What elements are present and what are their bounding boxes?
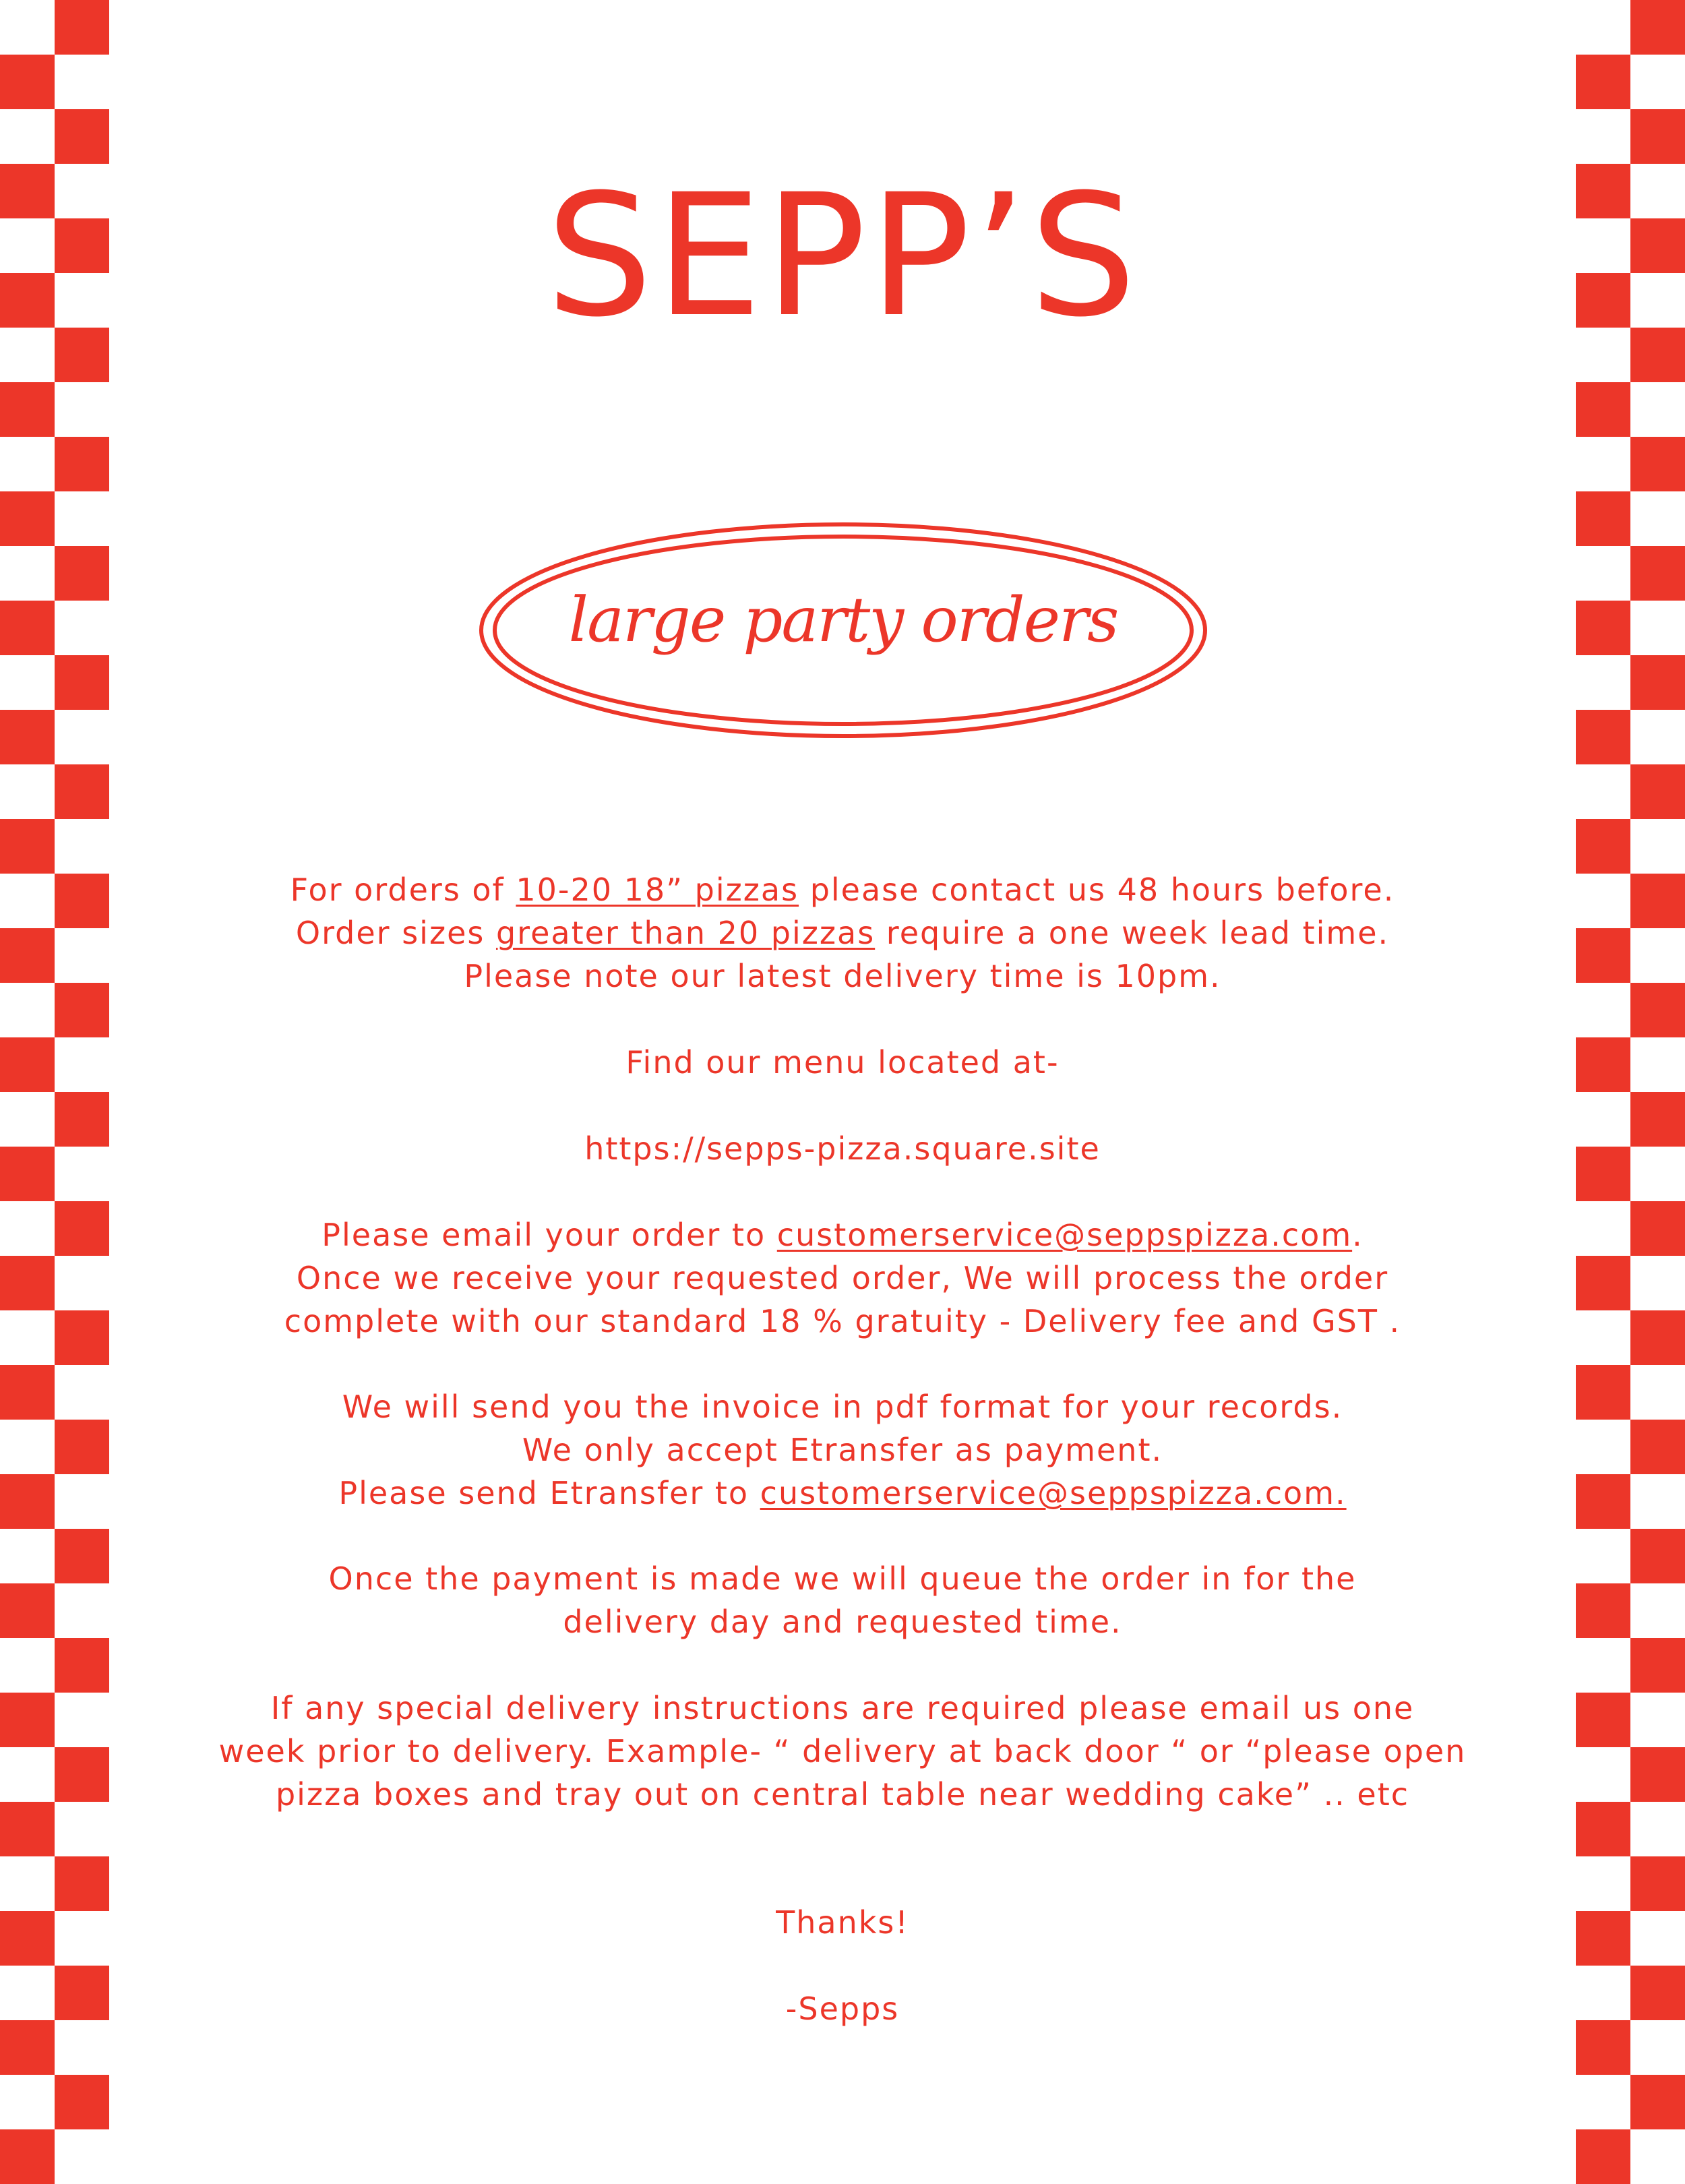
checker-square [0, 1693, 55, 1747]
checker-square [1576, 1365, 1630, 1420]
payment-line-1: We will send you the invoice in pdf format for your records. [342, 1389, 1343, 1425]
checker-square [1630, 874, 1685, 928]
instructions-line-2: week prior to delivery. Example- “ delivery at back door “ or “please open [218, 1733, 1467, 1769]
menu-intro: Find our menu located at- [625, 1044, 1060, 1081]
checker-square [0, 491, 55, 546]
checker-square [55, 2075, 109, 2129]
checker-square [1576, 1147, 1630, 1201]
checker-square [55, 764, 109, 819]
checker-square [1630, 983, 1685, 1037]
checker-square [0, 819, 55, 874]
text: Please send Etransfer to [338, 1475, 760, 1511]
ordering-section [109, 1213, 1576, 1343]
ordering-line-1 [109, 1213, 1576, 1256]
checker-square [0, 1911, 55, 1966]
text: Please email your order to [321, 1217, 777, 1253]
text: require a one week lead time. [875, 915, 1390, 951]
checker-square [55, 983, 109, 1037]
delivery-time-note: Please note our latest delivery time is 10pm. [464, 958, 1221, 994]
checker-square [1630, 1201, 1685, 1256]
checker-square [0, 928, 55, 983]
instructions-line-3: pizza boxes and tray out on central table near wedding cake” .. etc [275, 1776, 1410, 1813]
checker-square [0, 1365, 55, 1420]
checker-square [55, 437, 109, 491]
checker-square [1630, 0, 1685, 55]
checker-square [55, 1201, 109, 1256]
closing-signature: -Sepps [785, 1991, 900, 2027]
checker-square [0, 601, 55, 655]
brand-title: SEPP’S [545, 158, 1140, 354]
closing-thanks: Thanks! [776, 1904, 909, 1941]
closing-signature-block [109, 1987, 1576, 2030]
checker-square [1630, 1529, 1685, 1583]
checker-square [55, 1310, 109, 1365]
checker-square [0, 2020, 55, 2075]
pizza-range-emphasis: 10-20 18” pizzas [516, 872, 799, 908]
checker-square [55, 655, 109, 710]
checker-square [1630, 437, 1685, 491]
checker-square [1630, 1966, 1685, 2020]
instructions-section [109, 1687, 1576, 1816]
checker-square [0, 1037, 55, 1092]
ordering-line-3: complete with our standard 18 % gratuity - Delivery fee and GST . [284, 1303, 1401, 1339]
checker-square [1576, 1583, 1630, 1638]
checker-square [0, 382, 55, 437]
checker-square [1576, 1037, 1630, 1092]
checker-square [0, 1802, 55, 1856]
lead-time-line-2 [109, 911, 1576, 954]
checker-square [55, 1638, 109, 1693]
checker-square [1576, 819, 1630, 874]
checker-square [0, 1147, 55, 1201]
checker-square [1576, 1474, 1630, 1529]
checker-square [1630, 1420, 1685, 1474]
checker-square [55, 1420, 109, 1474]
payment-section [109, 1385, 1576, 1515]
lead-time-line-1 [109, 868, 1576, 911]
checker-square [55, 1747, 109, 1802]
checker-square [55, 546, 109, 601]
checker-square [1576, 601, 1630, 655]
menu-section [109, 1041, 1576, 1084]
ordering-line-2: Once we receive your requested order, We will process the order [296, 1260, 1389, 1296]
checker-square [1630, 1638, 1685, 1693]
checker-square [55, 1856, 109, 1911]
checker-square [1576, 1693, 1630, 1747]
checker-square [55, 874, 109, 928]
text: For orders of [290, 872, 516, 908]
text: Order sizes [295, 915, 496, 951]
checker-square [1576, 2020, 1630, 2075]
checker-square [55, 1092, 109, 1147]
badge-title: large party orders [568, 584, 1118, 656]
checker-square [1576, 928, 1630, 983]
checker-square [1630, 1856, 1685, 1911]
text: . [1352, 1217, 1364, 1253]
large-order-emphasis: greater than 20 pizzas [495, 915, 876, 951]
checker-square [1630, 546, 1685, 601]
checker-square [1630, 1310, 1685, 1365]
checker-square [0, 1256, 55, 1310]
checker-square [1576, 1256, 1630, 1310]
etransfer-email-link[interactable]: customerservice@seppspizza.com. [760, 1475, 1347, 1511]
checker-square [1576, 1911, 1630, 1966]
checker-square [0, 1474, 55, 1529]
checker-square [1630, 764, 1685, 819]
queue-line-1: Once the payment is made we will queue the order in for the [328, 1560, 1357, 1597]
queue-line-2: delivery day and requested time. [563, 1604, 1122, 1640]
menu-url-block [109, 1127, 1576, 1170]
closing-thanks-block [109, 1901, 1576, 1944]
checker-square [1576, 491, 1630, 546]
checker-square [1576, 710, 1630, 764]
checker-square [1576, 2129, 1630, 2184]
checker-square [1630, 1747, 1685, 1802]
checker-square [1630, 655, 1685, 710]
text: please contact us 48 hours before. [799, 872, 1395, 908]
checker-square [0, 1583, 55, 1638]
lead-time-section [109, 868, 1576, 998]
menu-url-link[interactable]: https://sepps-pizza.square.site [584, 1130, 1101, 1167]
checker-square [1576, 1802, 1630, 1856]
checker-square [55, 1966, 109, 2020]
payment-line-2: We only accept Etransfer as payment. [522, 1432, 1163, 1468]
checker-square [1576, 55, 1630, 109]
instructions-line-1: If any special delivery instructions are required please email us one [270, 1690, 1415, 1726]
checker-square [55, 1529, 109, 1583]
checker-square [55, 0, 109, 55]
payment-line-3 [109, 1472, 1576, 1515]
checker-square [1576, 382, 1630, 437]
checker-square [1630, 1092, 1685, 1147]
checker-square [0, 55, 55, 109]
checker-square [1630, 2075, 1685, 2129]
order-email-link[interactable]: customerservice@seppspizza.com [776, 1217, 1353, 1253]
queue-section [109, 1557, 1576, 1643]
checker-square [0, 2129, 55, 2184]
checker-square [0, 710, 55, 764]
